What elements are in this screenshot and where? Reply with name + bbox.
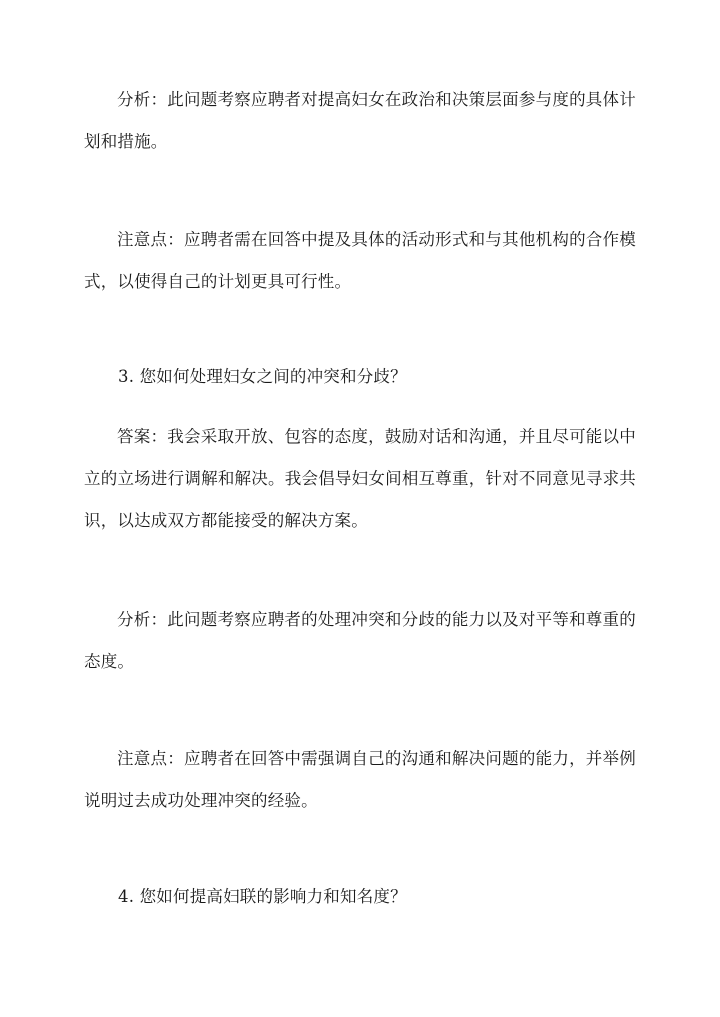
analysis-paragraph: 分析：此问题考察应聘者的处理冲突和分歧的能力以及对平等和尊重的态度。 bbox=[84, 610, 636, 671]
note-paragraph: 注意点：应聘者需在回答中提及具体的活动形式和与其他机构的合作模式，以使得自己的计划更具可行性。 bbox=[84, 230, 636, 291]
question-heading: 4. 您如何提高妇联的影响力和知名度？ bbox=[118, 887, 407, 906]
question-heading: 3. 您如何处理妇女之间的冲突和分歧？ bbox=[118, 367, 407, 386]
analysis-paragraph: 分析：此问题考察应聘者对提高妇女在政治和决策层面参与度的具体计划和措施。 bbox=[84, 90, 636, 151]
answer-paragraph: 答案：我会采取开放、包容的态度，鼓励对话和沟通，并且尽可能以中立的立场进行调解和解决。我会倡导妇女间相互尊重，针对不同意见寻求共识，以达成双方都能接受的解决方案。 bbox=[84, 427, 636, 530]
note-paragraph: 注意点：应聘者在回答中需强调自己的沟通和解决问题的能力，并举例说明过去成功处理冲突的经验。 bbox=[84, 749, 636, 810]
